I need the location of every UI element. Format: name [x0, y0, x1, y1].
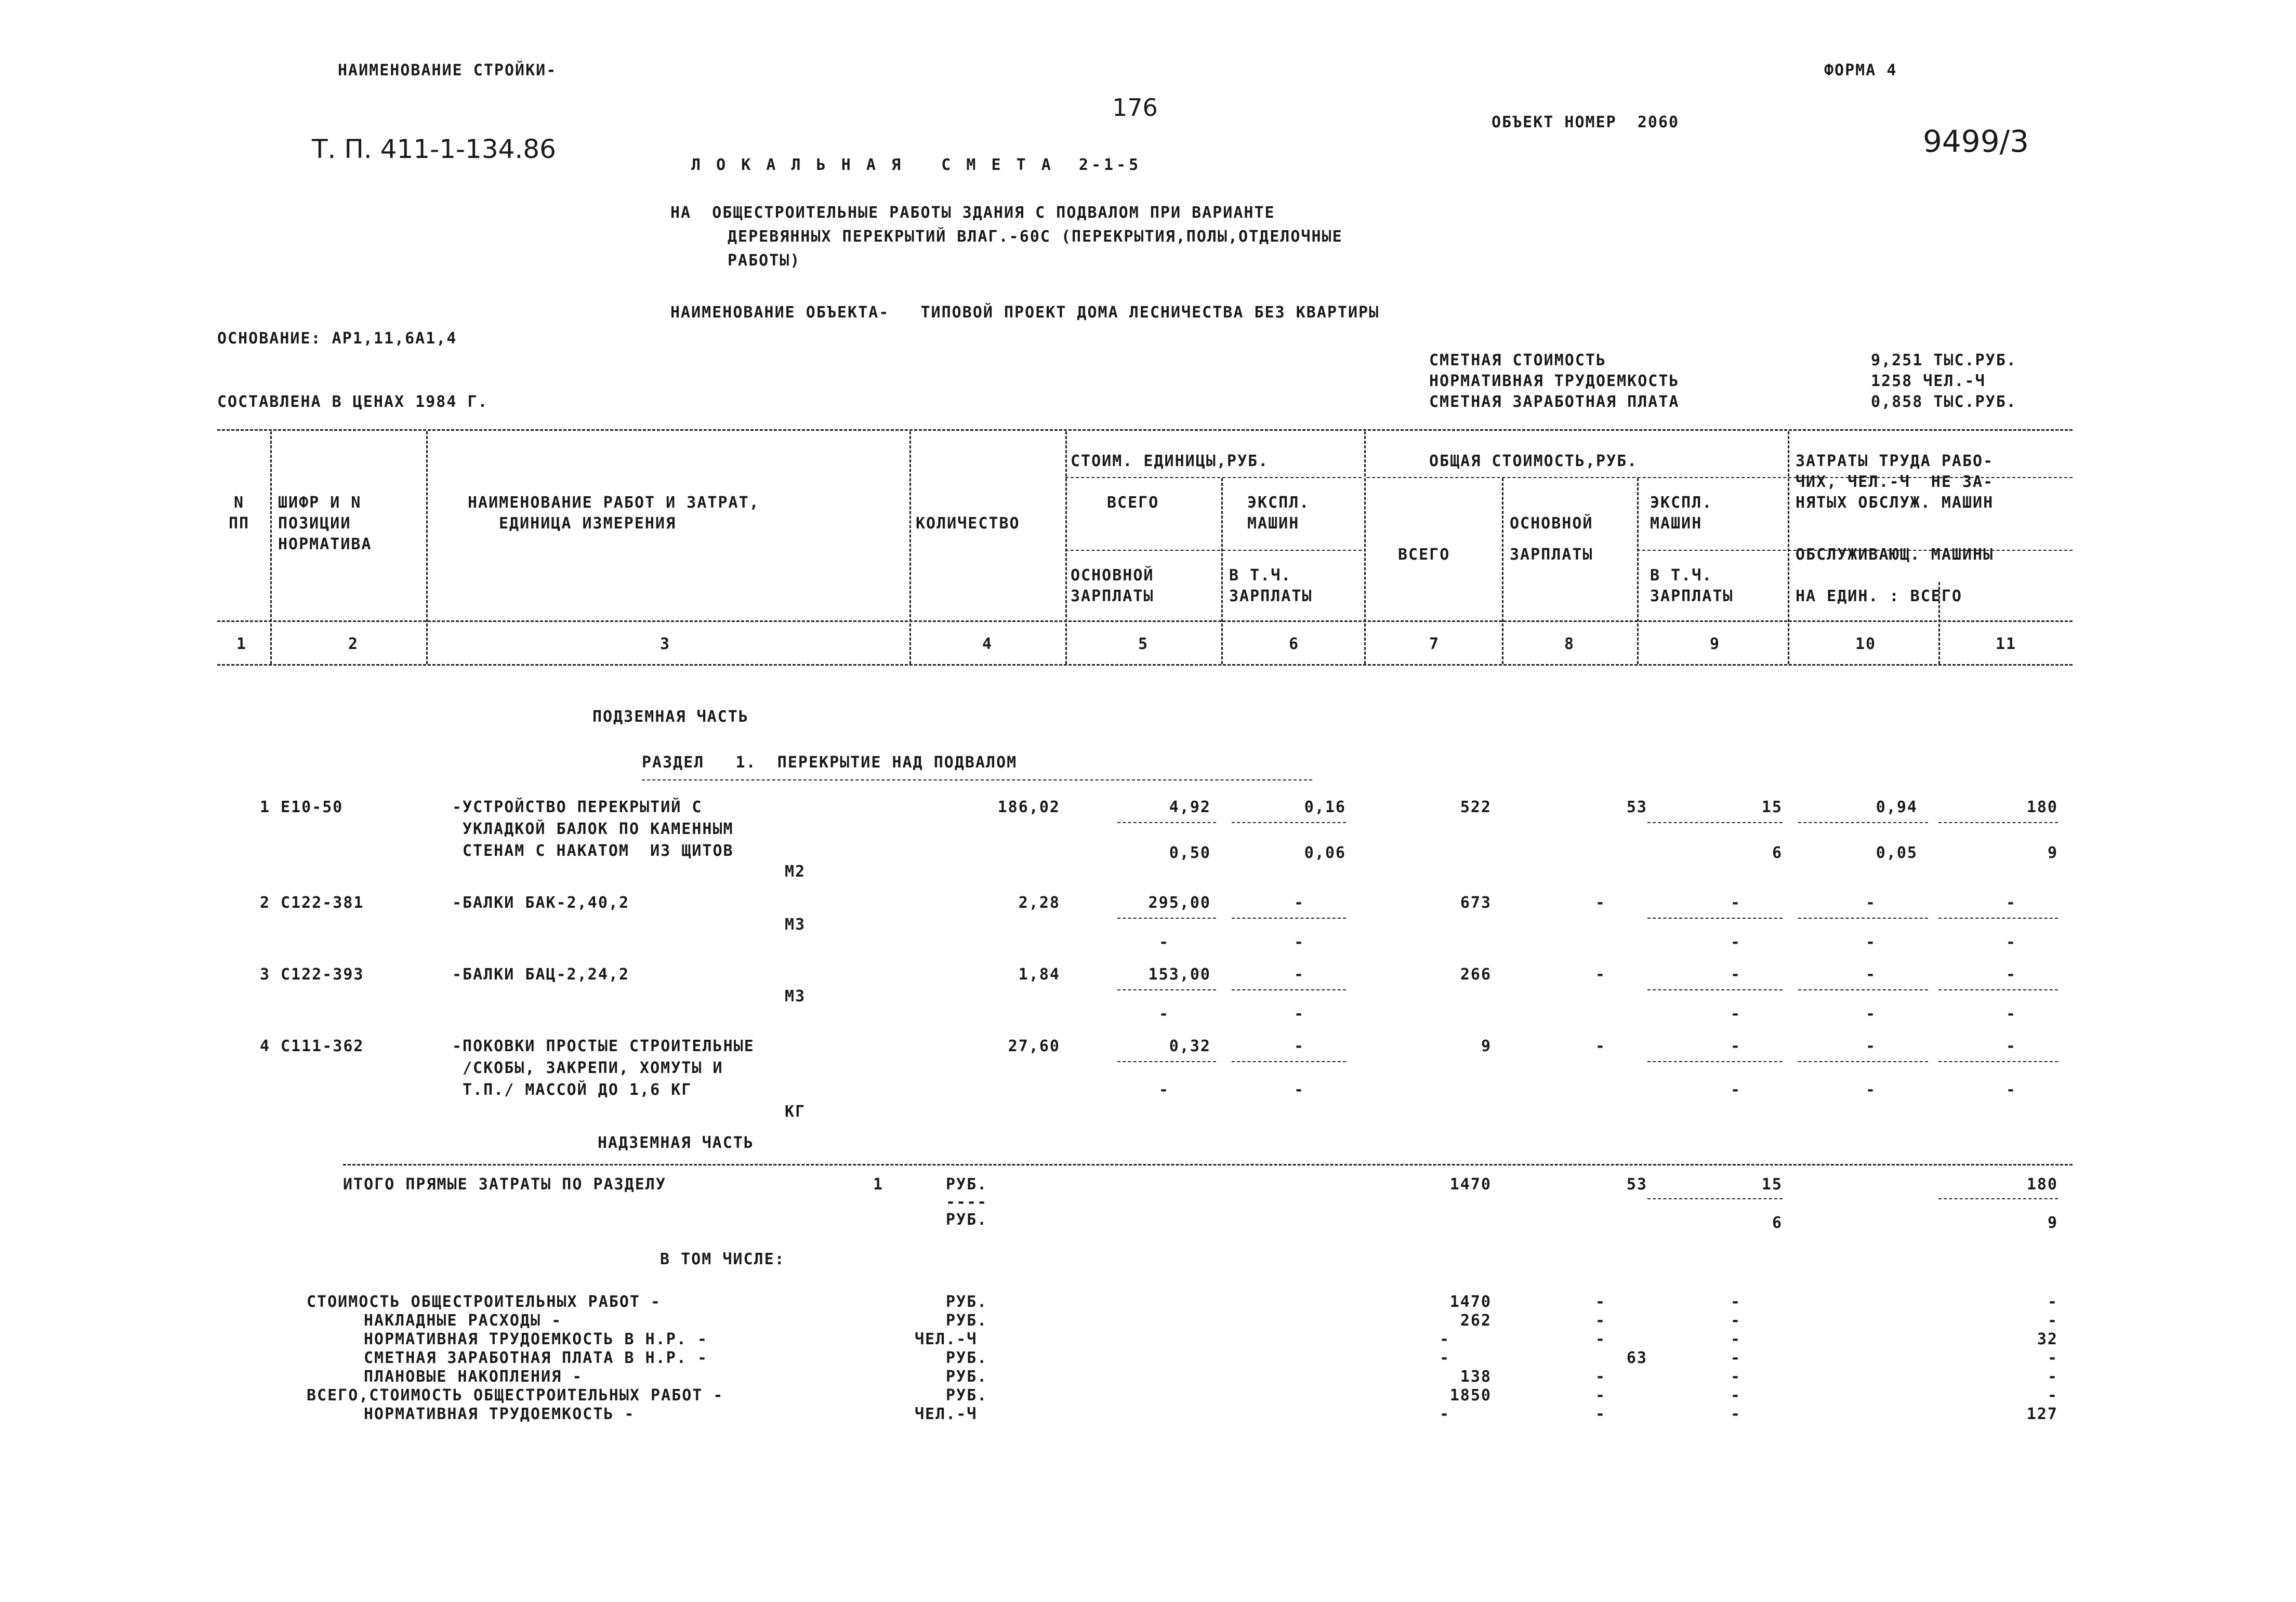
- including-wage: -: [1595, 1330, 1606, 1348]
- including-label: ВСЕГО,СТОИМОСТЬ ОБЩЕСТРОИТЕЛЬНЫХ РАБОТ -: [307, 1386, 724, 1405]
- header-unit-cost: СТОИМ. ЕДИНИЦЫ,РУБ.: [1071, 452, 1269, 470]
- summary-value-2: 1258 ЧЕЛ.-Ч: [1871, 372, 1986, 390]
- row-labor-unit-b: -: [1865, 933, 1877, 951]
- row-labor-unit-b: -: [1865, 1081, 1877, 1099]
- project-code: Т. П. 411-1-134.86: [312, 134, 556, 164]
- including-title: В ТОМ ЧИСЛЕ:: [660, 1250, 785, 1268]
- row-labor-unit: -: [1865, 1037, 1877, 1055]
- header-code-2: ПОЗИЦИИ: [278, 514, 351, 533]
- including-unit: ЧЕЛ.-Ч: [915, 1405, 978, 1423]
- divider: [1647, 989, 1783, 990]
- row-labor-total: -: [2005, 965, 2017, 984]
- header-col7: ВСЕГО: [1398, 546, 1450, 564]
- row-unit-machines: -: [1294, 894, 1305, 912]
- row-total: 266: [1460, 965, 1492, 984]
- divider: [1938, 918, 2058, 919]
- divider: [1117, 918, 1216, 919]
- row-labor-unit: -: [1865, 894, 1877, 912]
- divider: [1798, 918, 1928, 919]
- row-name-line: -БАЛКИ БАЦ-2,24,2: [452, 965, 630, 984]
- including-label: НАКЛАДНЫЕ РАСХОДЫ -: [364, 1312, 562, 1330]
- divider: [217, 664, 2073, 666]
- row-machine-wage: -: [1730, 933, 1741, 951]
- object-name: НАИМЕНОВАНИЕ ОБЪЕКТА- ТИПОВОЙ ПРОЕКТ ДОМА ЛЕСНИЧЕСТВА БЕЗ КВАРТИРЫ: [670, 303, 1380, 322]
- divider: [1647, 918, 1783, 919]
- col-number-7: 7: [1429, 635, 1440, 653]
- col-number-4: 4: [982, 635, 993, 653]
- summary-value-1: 9,251 ТЫС.РУБ.: [1871, 351, 2017, 369]
- row-number: 2: [260, 894, 271, 912]
- row-quantity: 2,28: [1018, 894, 1060, 912]
- divider: [1938, 1061, 2058, 1062]
- row-unit-wage: -: [1158, 933, 1170, 951]
- header-col5-1: ВСЕГО: [1107, 494, 1159, 512]
- including-unit: РУБ.: [946, 1312, 988, 1330]
- header-col9-2: МАШИН: [1650, 514, 1703, 533]
- divider: [1065, 550, 1362, 551]
- section-title: РАЗДЕЛ 1. ПЕРЕКРЫТИЕ НАД ПОДВАЛОМ: [642, 753, 1018, 772]
- including-total: -: [1439, 1349, 1450, 1367]
- including-wage: -: [1595, 1368, 1606, 1386]
- row-machine-wage: 6: [1772, 844, 1783, 862]
- totals-total: 1470: [1449, 1175, 1492, 1194]
- totals-unit-separator: ----: [946, 1193, 988, 1211]
- including-total: -: [1439, 1330, 1450, 1348]
- header-col5-2: ОСНОВНОЙ: [1071, 566, 1154, 585]
- subject-line-2: ДЕРЕВЯННЫХ ПЕРЕКРЫТИЙ ВЛАГ.-60С (ПЕРЕКРЫТИЯ,ПОЛЫ,ОТДЕЛОЧНЫЕ: [728, 228, 1343, 246]
- row-number: 4: [260, 1037, 271, 1055]
- divider: [1232, 918, 1346, 919]
- including-unit: РУБ.: [946, 1368, 988, 1386]
- header-labor-1: ЗАТРАТЫ ТРУДА РАБО-: [1796, 452, 1994, 470]
- col-number-11: 11: [1996, 635, 2017, 653]
- row-unit: М3: [785, 916, 806, 934]
- prices-note: СОСТАВЛЕНА В ЦЕНАХ 1984 Г.: [217, 393, 489, 411]
- including-total: 262: [1460, 1312, 1492, 1330]
- row-unit-total: 295,00: [1148, 894, 1211, 912]
- row-machine-wage: -: [1730, 1081, 1741, 1099]
- column-divider: [270, 431, 272, 664]
- divider: [1798, 989, 1928, 990]
- row-labor-total: -: [2005, 1037, 2017, 1055]
- row-total: 522: [1460, 798, 1492, 816]
- col-number-8: 8: [1564, 635, 1575, 653]
- row-name-line: Т.П./ МАССОЙ ДО 1,6 КГ: [463, 1081, 692, 1099]
- including-label: НОРМАТИВНАЯ ТРУДОЕМКОСТЬ В Н.Р. -: [364, 1330, 708, 1348]
- header-name-1: НАИМЕНОВАНИЕ РАБОТ И ЗАТРАТ,: [468, 494, 760, 512]
- header-col9-3: В Т.Ч.: [1650, 566, 1713, 585]
- row-unit-machine-wage: -: [1294, 1005, 1305, 1023]
- row-labor-total-b: -: [2005, 1081, 2017, 1099]
- totals-wage: 53: [1626, 1175, 1647, 1194]
- row-wage: -: [1595, 965, 1606, 984]
- including-machines: -: [1730, 1330, 1741, 1348]
- including-wage: -: [1595, 1312, 1606, 1330]
- including-machines: -: [1730, 1293, 1741, 1311]
- including-labor: -: [2047, 1293, 2058, 1311]
- construction-name-label: НАИМЕНОВАНИЕ СТРОЙКИ-: [338, 61, 557, 80]
- row-name-line: /СКОБЫ, ЗАКРЕПИ, ХОМУТЫ И: [463, 1059, 723, 1077]
- col-number-1: 1: [236, 635, 247, 653]
- col-number-6: 6: [1289, 635, 1300, 653]
- form-label: ФОРМА 4: [1824, 61, 1897, 80]
- column-divider: [909, 431, 911, 664]
- object-number: ОБЪЕКТ НОМЕР 2060: [1492, 113, 1680, 131]
- divider: [217, 620, 2073, 622]
- including-labor: -: [2047, 1349, 2058, 1367]
- row-machines: -: [1730, 965, 1741, 984]
- totals-unit-2: РУБ.: [946, 1211, 988, 1229]
- row-quantity: 1,84: [1018, 965, 1060, 984]
- divider: [1647, 1198, 1783, 1199]
- summary-value-3: 0,858 ТЫС.РУБ.: [1871, 393, 2017, 411]
- row-labor-unit: 0,94: [1876, 798, 1918, 816]
- divider: [1938, 1198, 2058, 1199]
- header-name-2: ЕДИНИЦА ИЗМЕРЕНИЯ: [499, 514, 677, 533]
- subject-line-1: НА ОБЩЕСТРОИТЕЛЬНЫЕ РАБОТЫ ЗДАНИЯ С ПОДВАЛОМ ПРИ ВАРИАНТЕ: [670, 204, 1275, 222]
- part-title: ПОДЗЕМНАЯ ЧАСТЬ: [592, 708, 749, 726]
- row-unit-wage: -: [1158, 1005, 1170, 1023]
- totals-section-number: 1: [873, 1175, 884, 1194]
- including-machines: -: [1730, 1349, 1741, 1367]
- summary-label-2: НОРМАТИВНАЯ ТРУДОЕМКОСТЬ: [1429, 372, 1680, 390]
- document-number: 9499/3: [1923, 124, 2029, 159]
- row-wage: -: [1595, 1037, 1606, 1055]
- totals-labor-b: 9: [2047, 1214, 2058, 1232]
- row-number: 1: [260, 798, 271, 816]
- header-col8-2: ЗАРПЛАТЫ: [1510, 546, 1593, 564]
- divider: [1117, 822, 1216, 823]
- header-col8-1: ОСНОВНОЙ: [1510, 514, 1593, 533]
- including-labor: 32: [2037, 1330, 2058, 1348]
- row-name-line: СТЕНАМ С НАКАТОМ ИЗ ЩИТОВ: [463, 842, 734, 860]
- including-unit: ЧЕЛ.-Ч: [915, 1330, 978, 1348]
- header-code-1: ШИФР И N: [278, 494, 362, 512]
- totals-unit: РУБ.: [946, 1175, 988, 1194]
- header-labor-4: ОБСЛУЖИВАЮЩ. МАШИНЫ: [1796, 546, 1994, 564]
- row-name-line: УКЛАДКОЙ БАЛОК ПО КАМЕННЫМ: [463, 820, 734, 838]
- totals-machines: 15: [1761, 1175, 1783, 1194]
- row-unit: КГ: [785, 1103, 806, 1121]
- subject-line-3: РАБОТЫ): [728, 251, 801, 270]
- row-unit-total: 0,32: [1169, 1037, 1211, 1055]
- header-labor-5: НА ЕДИН. : ВСЕГО: [1796, 587, 1962, 605]
- section-underline: [642, 779, 1312, 780]
- row-unit-total: 4,92: [1169, 798, 1211, 816]
- row-total: 9: [1481, 1037, 1492, 1055]
- row-unit-machine-wage: -: [1294, 1081, 1305, 1099]
- totals-labor: 180: [2026, 1175, 2058, 1194]
- divider: [1065, 477, 1362, 478]
- header-col6-2: МАШИН: [1247, 514, 1300, 533]
- divider: [1647, 822, 1783, 823]
- including-labor: -: [2047, 1312, 2058, 1330]
- above-ground-title: НАДЗЕМНАЯ ЧАСТЬ: [598, 1134, 754, 1152]
- row-machine-wage: -: [1730, 1005, 1741, 1023]
- row-code: С122-381: [281, 894, 364, 912]
- including-total: 1850: [1449, 1386, 1492, 1405]
- col-number-10: 10: [1855, 635, 1877, 653]
- including-unit: РУБ.: [946, 1293, 988, 1311]
- row-unit-machines: 0,16: [1304, 798, 1346, 816]
- header-quantity: КОЛИЧЕСТВО: [916, 514, 1020, 533]
- including-total: -: [1439, 1405, 1450, 1423]
- including-machines: -: [1730, 1405, 1741, 1423]
- row-unit: М3: [785, 987, 806, 1005]
- column-divider: [1364, 431, 1366, 664]
- row-unit: М2: [785, 863, 806, 881]
- including-label: ПЛАНОВЫЕ НАКОПЛЕНИЯ -: [364, 1368, 583, 1386]
- row-name-line: -БАЛКИ БАК-2,40,2: [452, 894, 630, 912]
- summary-label-3: СМЕТНАЯ ЗАРАБОТНАЯ ПЛАТА: [1429, 393, 1680, 411]
- divider: [217, 429, 2073, 431]
- totals-machine-wage: 6: [1772, 1214, 1783, 1232]
- including-label: НОРМАТИВНАЯ ТРУДОЕМКОСТЬ -: [364, 1405, 635, 1423]
- row-unit-machines: -: [1294, 965, 1305, 984]
- including-label: СТОИМОСТЬ ОБЩЕСТРОИТЕЛЬНЫХ РАБОТ -: [307, 1293, 662, 1311]
- row-wage: 53: [1626, 798, 1647, 816]
- row-machines: 15: [1761, 798, 1783, 816]
- including-wage: 63: [1626, 1349, 1647, 1367]
- divider: [1938, 989, 2058, 990]
- basis: ОСНОВАНИЕ: АР1,11,6А1,4: [217, 329, 457, 348]
- including-labor: -: [2047, 1386, 2058, 1405]
- including-machines: -: [1730, 1368, 1741, 1386]
- row-wage: -: [1595, 894, 1606, 912]
- row-code: С122-393: [281, 965, 364, 984]
- row-labor-unit-b: -: [1865, 1005, 1877, 1023]
- row-total: 673: [1460, 894, 1492, 912]
- col-number-5: 5: [1138, 635, 1149, 653]
- divider: [1798, 1061, 1928, 1062]
- row-unit-machines: -: [1294, 1037, 1305, 1055]
- row-labor-total: 180: [2026, 798, 2058, 816]
- header-pp: ПП: [229, 514, 250, 533]
- header-col6-3: В Т.Ч.: [1229, 566, 1292, 585]
- divider: [1647, 1061, 1783, 1062]
- col-number-3: 3: [660, 635, 671, 653]
- including-labor: 127: [2026, 1405, 2058, 1423]
- column-divider: [1788, 431, 1789, 664]
- header-code-3: НОРМАТИВА: [278, 535, 372, 553]
- column-divider: [426, 431, 428, 664]
- divider: [1232, 989, 1346, 990]
- header-col5-3: ЗАРПЛАТЫ: [1071, 587, 1154, 605]
- row-labor-unit-b: 0,05: [1876, 844, 1918, 862]
- divider: [1117, 989, 1216, 990]
- header-total-cost: ОБЩАЯ СТОИМОСТЬ,РУБ.: [1429, 452, 1638, 470]
- row-labor-unit: -: [1865, 965, 1877, 984]
- row-unit-wage: -: [1158, 1081, 1170, 1099]
- including-total: 138: [1460, 1368, 1492, 1386]
- including-total: 1470: [1449, 1293, 1492, 1311]
- row-labor-total-b: -: [2005, 933, 2017, 951]
- including-wage: -: [1595, 1405, 1606, 1423]
- row-quantity: 186,02: [997, 798, 1060, 816]
- row-labor-total-b: 9: [2047, 844, 2058, 862]
- row-machines: -: [1730, 1037, 1741, 1055]
- header-n: N: [234, 494, 245, 512]
- divider: [1938, 822, 2058, 823]
- column-divider: [1502, 478, 1503, 664]
- row-unit-machine-wage: 0,06: [1304, 844, 1346, 862]
- including-unit: РУБ.: [946, 1386, 988, 1405]
- column-divider: [1221, 478, 1223, 664]
- including-labor: -: [2047, 1368, 2058, 1386]
- header-labor-2: ЧИХ, ЧЕЛ.-Ч НЕ ЗА-: [1796, 473, 1994, 491]
- including-label: СМЕТНАЯ ЗАРАБОТНАЯ ПЛАТА В Н.Р. -: [364, 1349, 708, 1367]
- header-col9-1: ЭКСПЛ.: [1650, 494, 1713, 512]
- row-name-line: -УСТРОЙСТВО ПЕРЕКРЫТИЙ С: [452, 798, 703, 816]
- row-unit-wage: 0,50: [1169, 844, 1211, 862]
- row-unit-machine-wage: -: [1294, 933, 1305, 951]
- col-number-2: 2: [348, 635, 359, 653]
- totals-label: ИТОГО ПРЯМЫЕ ЗАТРАТЫ ПО РАЗДЕЛУ: [343, 1175, 666, 1194]
- col-number-9: 9: [1710, 635, 1721, 653]
- column-divider: [1065, 431, 1067, 664]
- row-quantity: 27,60: [1008, 1037, 1060, 1055]
- including-wage: -: [1595, 1293, 1606, 1311]
- row-code: С111-362: [281, 1037, 364, 1055]
- including-machines: -: [1730, 1386, 1741, 1405]
- page-number: 176: [1112, 94, 1158, 122]
- including-unit: РУБ.: [946, 1349, 988, 1367]
- header-col6-4: ЗАРПЛАТЫ: [1229, 587, 1313, 605]
- divider: [1232, 822, 1346, 823]
- row-unit-total: 153,00: [1148, 965, 1211, 984]
- row-name-line: -ПОКОВКИ ПРОСТЫЕ СТРОИТЕЛЬНЫЕ: [452, 1037, 755, 1055]
- row-machines: -: [1730, 894, 1741, 912]
- divider: [1117, 1061, 1216, 1062]
- divider: [343, 1164, 2073, 1166]
- including-machines: -: [1730, 1312, 1741, 1330]
- document-title: Л О К А Л Ь Н А Я С М Е Т А 2-1-5: [691, 156, 1142, 174]
- divider: [1232, 1061, 1346, 1062]
- row-code: Е10-50: [281, 798, 344, 816]
- including-wage: -: [1595, 1386, 1606, 1405]
- divider: [1798, 822, 1928, 823]
- header-col6-1: ЭКСПЛ.: [1247, 494, 1310, 512]
- summary-label-1: СМЕТНАЯ СТОИМОСТЬ: [1429, 351, 1607, 369]
- column-divider: [1637, 478, 1639, 664]
- header-col9-4: ЗАРПЛАТЫ: [1650, 587, 1734, 605]
- row-labor-total-b: -: [2005, 1005, 2017, 1023]
- row-labor-total: -: [2005, 894, 2017, 912]
- row-number: 3: [260, 965, 271, 984]
- header-labor-3: НЯТЫХ ОБСЛУЖ. МАШИН: [1796, 494, 1994, 512]
